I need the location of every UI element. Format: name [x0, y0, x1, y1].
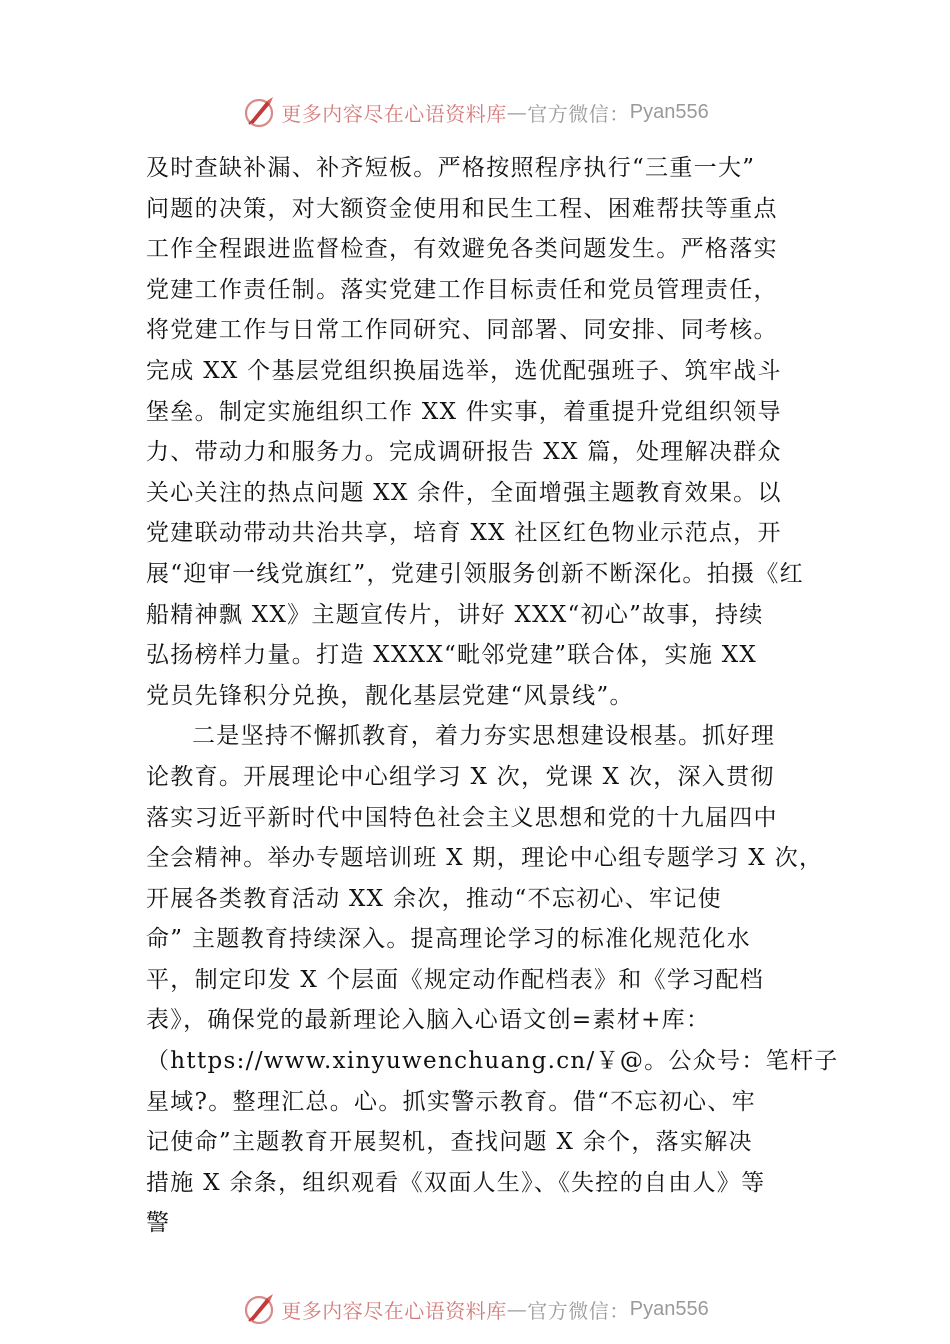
body-line: 完成 XX 个基层党组织换届选举，选优配强班子、筑牢战斗: [146, 357, 782, 384]
body-line: 落实习近平新时代中国特色社会主义思想和党的十九届四中: [146, 804, 778, 831]
quill-logo-icon: [241, 94, 277, 130]
body-line: 工作全程跟进监督检查，有效避免各类问题发生。严格落实: [146, 236, 778, 263]
quill-logo-icon: [241, 1291, 277, 1327]
watermark-site-text: 更多内容尽在心语资料库: [281, 101, 507, 126]
body-line: 开展各类教育活动 XX 余次，推动“不忘初心、牢记使: [146, 885, 722, 912]
body-line: 全会精神。举办专题培训班 X 期，理论中心组专题学习 X 次，: [146, 845, 824, 872]
watermark-dash: —: [506, 100, 528, 124]
body-line: 问题的决策，对大额资金使用和民生工程、困难帮扶等重点: [146, 195, 778, 222]
footer-watermark: [0, 1287, 950, 1331]
watermark-wechat-id: Pyan556: [629, 1297, 709, 1320]
body-line: 弘扬榜样力量。打造 XXXX“毗邻党建”联合体，实施 XX: [146, 642, 758, 669]
watermark-wechat-id: Pyan556: [629, 100, 709, 123]
body-line: 命” 主题教育持续深入。提高理论学习的标准化规范化水: [146, 926, 751, 953]
header-watermark: [0, 90, 950, 134]
body-line: 表》，确保党的最新理论入脑入心语文创=素材+库：: [146, 1007, 711, 1034]
body-line: 记使命”主题教育开展契机，查找问题 X 余个，落实解决: [146, 1129, 753, 1156]
body-line: 平，制定印发 X 个层面《规定动作配档表》和《学习配档: [146, 966, 765, 993]
body-line: 党建工作责任制。落实党建工作目标责任和党员管理责任，: [146, 276, 778, 303]
document-body: [146, 148, 839, 1244]
body-line: 星域?。整理汇总。心。抓实警示教育。借“不忘初心、牢: [146, 1088, 756, 1115]
body-line: 措施 X 余条，组织观看《双面人生》、《失控的自由人》等: [146, 1169, 766, 1196]
watermark-dash: —: [506, 1297, 528, 1321]
body-line: 船精神飘 XX》主题宣传片，讲好 XXX“初心”故事，持续: [146, 601, 764, 628]
body-line: 及时查缺补漏、补齐短板。严格按照程序执行“三重一大”: [146, 155, 756, 181]
watermark-wechat-label: 官方微信：: [527, 101, 630, 126]
body-line: 展“迎审一线党旗红”，党建引领服务创新不断深化。拍摄《红: [146, 560, 804, 587]
watermark-site-text: 更多内容尽在心语资料库: [281, 1298, 507, 1323]
body-line: 论教育。开展理论中心组学习 X 次，党课 X 次，深入贯彻: [146, 763, 775, 790]
watermark-wechat-label: 官方微信：: [527, 1298, 630, 1323]
paragraph-start-line: 二是坚持不懈抓教育，着力夯实思想建设根基。抓好理: [192, 723, 776, 750]
body-line: 警: [146, 1210, 171, 1237]
body-line: （https://www.xinyuwenchuang.cn/￥@。公众号：笔杆子: [146, 1048, 839, 1075]
body-line: 党员先锋积分兑换，靓化基层党建“风景线”。: [146, 682, 634, 709]
body-line: 力、带动力和服务力。完成调研报告 XX 篇，处理解决群众: [146, 439, 782, 466]
body-line: 关心关注的热点问题 XX 余件，全面增强主题教育效果。以: [146, 479, 782, 506]
body-line: 将党建工作与日常工作同研究、同部署、同安排、同考核。: [146, 317, 778, 344]
body-line: 党建联动带动共治共享，培育 XX 社区红色物业示范点，开: [146, 520, 782, 547]
body-line: 堡垒。制定实施组织工作 XX 件实事，着重提升党组织领导: [146, 398, 782, 425]
